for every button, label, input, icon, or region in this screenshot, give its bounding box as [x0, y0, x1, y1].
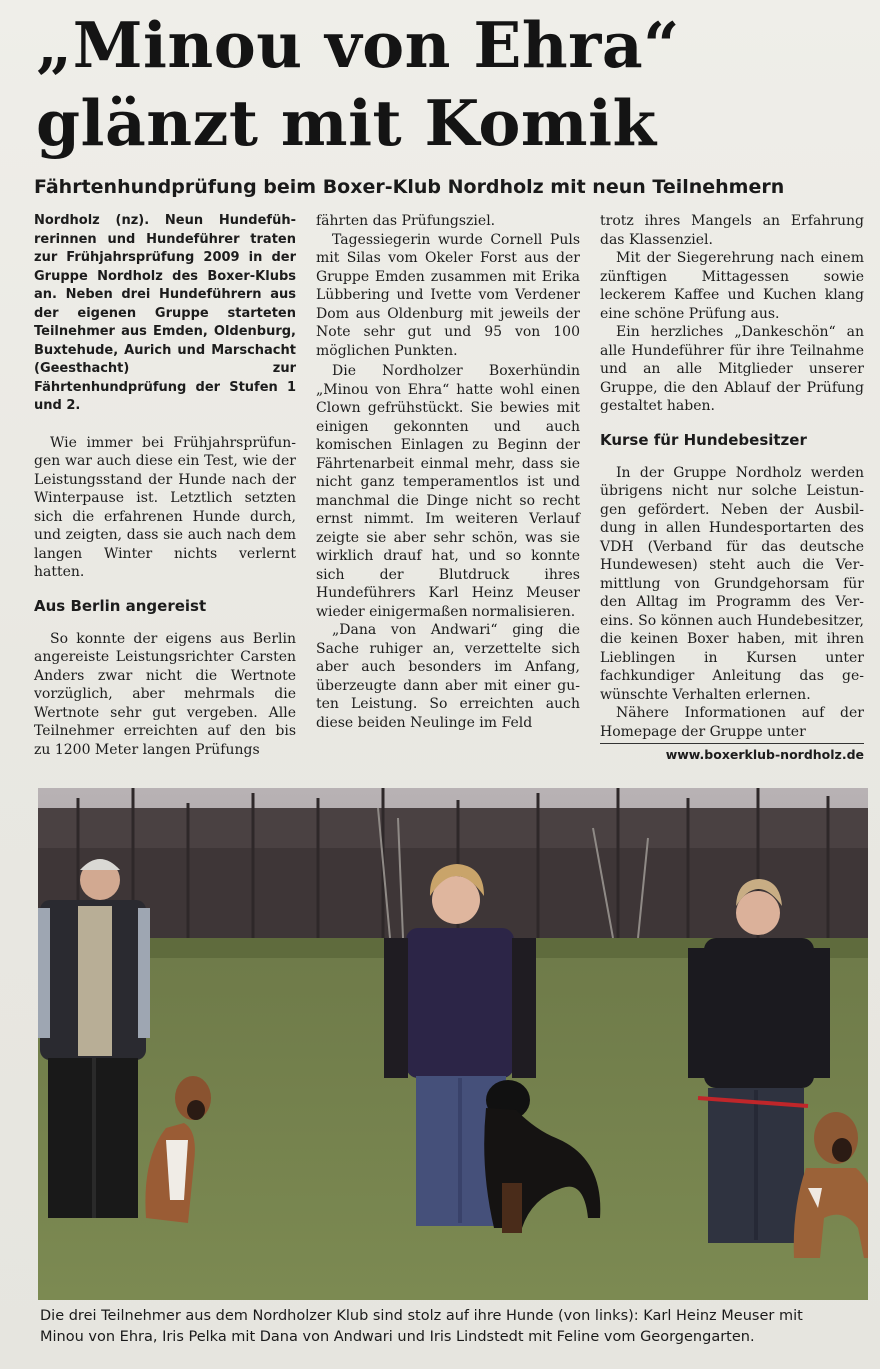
- paragraph: Ein herzliches „Dankeschön“ an alle Hundeführer für ihre Teilnahme und an alle Mitglieder unserer Gruppe, die den Ablauf der Prüfung gestaltet haben.: [600, 324, 864, 414]
- caption-line-2: Minou von Ehra, Iris Pelka mit Dana von Andwari und Iris Lindstedt mit Feline vom Georgengarten.: [40, 1329, 755, 1345]
- paragraph: Die Nordholzer Boxerhündin „Minou von Ehra“ hatte wohl einen Clown gefrühstückt. Sie bewies mit einigen gekonnten und auch komischen Einlagen zu Beginn der Fährtenarbeit einmal mehr, dass sie nicht ganz temperamentlos ist und manchmal die Dinge nicht so recht ernst nimmt. Im weiteren Verlauf zeigte sie aber sehr schön, was sie wirklich drauf hat, und so konnte sich der Blutdruck ihres Hundeführers Karl Heinz Meuser wieder einigermaßen normalisieren.: [316, 363, 580, 620]
- paragraph: fährten das Prüfungsziel.: [316, 213, 496, 229]
- paragraph: So konnte der eigens aus Berlin angereiste Leistungsrichter Carsten Anders zwar nicht die Wertnote vorzüglich, aber mehrmals die Wertnote sehr gut vergeben. Alle Teilnehmer erreichten auf den bis zu 1200 Meter langen Prüfungs: [34, 630, 296, 758]
- article-photo: [38, 788, 868, 1300]
- paragraph: Nähere Informationen auf der Homepage der Gruppe unter: [600, 705, 864, 740]
- paragraph: „Dana von Andwari“ ging die Sache ruhiger an, verzettelte sich aber auch besonders im Anfang, überzeugte dann aber mit einer guten Leistung. So erreichten auch diese beiden Neulinge im Feld: [316, 622, 580, 731]
- photo-caption: [40, 1306, 870, 1348]
- caption-line-1: Die drei Teilnehmer aus dem Nordholzer Klub sind stolz auf ihre Hunde (von links): Karl Heinz Meuser mit: [40, 1308, 803, 1324]
- photo-illustration: [38, 788, 868, 1300]
- person-left: [38, 859, 150, 1218]
- website-link[interactable]: www.boxerklub-nordholz.de: [600, 743, 864, 765]
- headline: [36, 6, 866, 162]
- paragraph: Wie immer bei Frühjahrsprüfungen war auch diese ein Test, wie der Leistungsstand der Hunde nach der Winterpause ist. Letztlich setzten sich die erfahrenen Hunde durch, und zeigten, dass sie auch nach dem langen Winter nichts verlernt hatten.: [34, 434, 296, 580]
- article-column-2: [316, 212, 580, 732]
- headline-line-2: glänzt mit Komik: [36, 86, 657, 160]
- section-subtitle: Kurse für Hundebesitzer: [600, 430, 807, 449]
- paragraph: Mit der Siegerehrung nach einem zünftigen Mittagessen sowie leckerem Kaffee und Kuchen klang eine schöne Prüfung aus.: [600, 250, 864, 322]
- section-subtitle: Aus Berlin angereist: [34, 596, 207, 615]
- headline-line-1: „Minou von Ehra“: [36, 8, 680, 82]
- article-column-3: [600, 212, 864, 765]
- paragraph: Tagessiegerin wurde Cornell Puls mit Silas vom Okeler Forst aus der Gruppe Emden zusammen mit Erika Lübbering und Ivette vom Verdener Dom aus Oldenburg mit jeweils der Note sehr gut und 95 von 100 möglichen Punkten.: [316, 231, 580, 359]
- subheadline: Fährtenhundprüfung beim Boxer-Klub Nordholz mit neun Teilnehmern: [34, 176, 785, 198]
- article-column-1: [34, 212, 296, 759]
- lead-paragraph: Nordholz (nz). Neun Hundeführerinnen und Hundeführer traten zur Frühjahrsprüfung 2009 in der Gruppe Nordholz des Boxer-Klubs an. Neben drei Hundeführern aus der eigenen Gruppe starteten Teilnehmer aus Emden, Oldenburg, Buxtehude, Aurich und Marschacht (Geesthacht) zur Fährtenhundprüfung der Stufen 1 und 2.: [34, 213, 296, 413]
- paragraph: trotz ihres Mangels an Erfahrung das Klassenziel.: [600, 213, 864, 248]
- paragraph: In der Gruppe Nordholz werden übrigens nicht nur solche Leistungen gefördert. Neben der Ausbildung in allen Hundesportarten des VDH (Verband für das deutsche Hundewesen) steht auch die Vermittlung von Grundgehorsam für den Alltag im Programm des Vereins. So können auch Hundebesitzer, die keinen Boxer haben, mit ihren Lieblingen in Kursen unter fachkundiger Anleitung das gewünschte Verhalten erlernen.: [600, 464, 864, 703]
